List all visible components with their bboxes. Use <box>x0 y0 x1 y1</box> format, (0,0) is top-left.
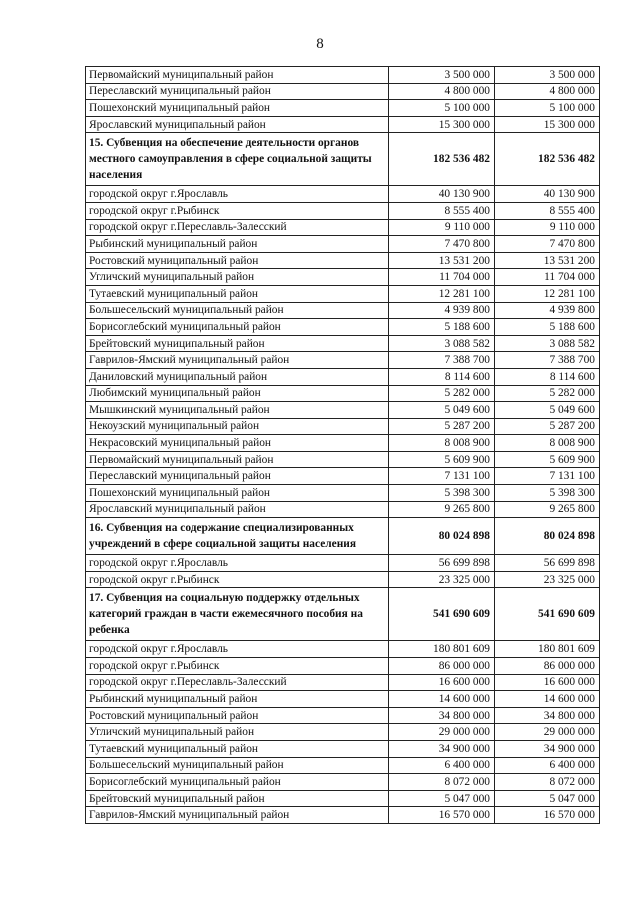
table-row <box>86 707 600 724</box>
row-name-cell: Гаврилов-Ямский муниципальный район <box>86 352 389 369</box>
row-name-cell: Переславский муниципальный район <box>86 468 389 485</box>
page-number: 8 <box>316 36 324 52</box>
table-row <box>86 807 600 824</box>
value-year2-cell: 86 000 000 <box>495 658 600 675</box>
table-row <box>86 67 600 84</box>
table-row <box>86 269 600 286</box>
row-name-cell: Гаврилов-Ямский муниципальный район <box>86 807 389 824</box>
table-row <box>86 368 600 385</box>
table-row <box>86 691 600 708</box>
row-name-cell: 16. Субвенция на содержание специализированных учреждений в сфере социальной защиты населения <box>86 518 389 555</box>
value-year1-cell: 15 300 000 <box>389 116 495 133</box>
value-year1-cell: 12 281 100 <box>389 285 495 302</box>
row-name-cell: городской округ г.Переславль-Залесский <box>86 219 389 236</box>
value-year2-cell: 6 400 000 <box>495 757 600 774</box>
value-year2-cell: 9 265 800 <box>495 501 600 518</box>
value-year1-cell: 3 500 000 <box>389 67 495 84</box>
value-year1-cell: 541 690 609 <box>389 588 495 641</box>
row-name-cell: Первомайский муниципальный район <box>86 451 389 468</box>
value-year1-cell: 5 282 000 <box>389 385 495 402</box>
value-year2-cell: 5 188 600 <box>495 319 600 336</box>
table-row <box>86 83 600 100</box>
value-year1-cell: 4 800 000 <box>389 83 495 100</box>
row-name-cell: Любимский муниципальный район <box>86 385 389 402</box>
table-row <box>86 319 600 336</box>
row-name-cell: Брейтовский муниципальный район <box>86 790 389 807</box>
value-year2-cell: 16 600 000 <box>495 674 600 691</box>
table-row <box>86 385 600 402</box>
value-year2-cell: 8 555 400 <box>495 202 600 219</box>
value-year1-cell: 56 699 898 <box>389 555 495 572</box>
value-year2-cell: 7 470 800 <box>495 236 600 253</box>
value-year1-cell: 11 704 000 <box>389 269 495 286</box>
value-year1-cell: 34 800 000 <box>389 707 495 724</box>
value-year2-cell: 15 300 000 <box>495 116 600 133</box>
row-name-cell: городской округ г.Ярославль <box>86 555 389 572</box>
table-row <box>86 236 600 253</box>
row-name-cell: городской округ г.Рыбинск <box>86 202 389 219</box>
value-year2-cell: 5 398 300 <box>495 485 600 502</box>
table-row <box>86 219 600 236</box>
value-year2-cell: 14 600 000 <box>495 691 600 708</box>
value-year1-cell: 5 609 900 <box>389 451 495 468</box>
table-row <box>86 100 600 117</box>
row-name-cell: Брейтовский муниципальный район <box>86 335 389 352</box>
table-row <box>86 741 600 758</box>
table-row <box>86 724 600 741</box>
value-year2-cell: 5 287 200 <box>495 418 600 435</box>
value-year2-cell: 12 281 100 <box>495 285 600 302</box>
row-name-cell: Некрасовский муниципальный район <box>86 435 389 452</box>
table-row <box>86 790 600 807</box>
value-year2-cell: 9 110 000 <box>495 219 600 236</box>
table-row <box>86 302 600 319</box>
row-name-cell: 17. Субвенция на социальную поддержку отдельных категорий граждан в части ежемесячного пособия на ребенка <box>86 588 389 641</box>
row-name-cell: Ростовский муниципальный район <box>86 707 389 724</box>
value-year2-cell: 11 704 000 <box>495 269 600 286</box>
table-row <box>86 774 600 791</box>
table-row <box>86 451 600 468</box>
row-name-cell: Тутаевский муниципальный район <box>86 741 389 758</box>
table-row <box>86 641 600 658</box>
value-year2-cell: 40 130 900 <box>495 186 600 203</box>
table-row <box>86 674 600 691</box>
value-year2-cell: 5 047 000 <box>495 790 600 807</box>
table-row <box>86 435 600 452</box>
value-year2-cell: 56 699 898 <box>495 555 600 572</box>
value-year1-cell: 4 939 800 <box>389 302 495 319</box>
row-name-cell: Ярославский муниципальный район <box>86 116 389 133</box>
value-year1-cell: 8 114 600 <box>389 368 495 385</box>
row-name-cell: Борисоглебский муниципальный район <box>86 319 389 336</box>
value-year2-cell: 4 939 800 <box>495 302 600 319</box>
row-name-cell: Ростовский муниципальный район <box>86 252 389 269</box>
table-row <box>86 555 600 572</box>
value-year2-cell: 5 282 000 <box>495 385 600 402</box>
row-name-cell: Пошехонский муниципальный район <box>86 100 389 117</box>
row-name-cell: Ярославский муниципальный район <box>86 501 389 518</box>
row-name-cell: Первомайский муниципальный район <box>86 67 389 84</box>
table-row <box>86 402 600 419</box>
value-year1-cell: 7 388 700 <box>389 352 495 369</box>
row-name-cell: городской округ г.Ярославль <box>86 641 389 658</box>
value-year2-cell: 180 801 609 <box>495 641 600 658</box>
table-row <box>86 418 600 435</box>
row-name-cell: городской округ г.Переславль-Залесский <box>86 674 389 691</box>
value-year1-cell: 16 600 000 <box>389 674 495 691</box>
value-year2-cell: 23 325 000 <box>495 571 600 588</box>
value-year1-cell: 5 049 600 <box>389 402 495 419</box>
value-year1-cell: 182 536 482 <box>389 133 495 186</box>
value-year2-cell: 29 000 000 <box>495 724 600 741</box>
table-row <box>86 658 600 675</box>
value-year1-cell: 3 088 582 <box>389 335 495 352</box>
value-year1-cell: 14 600 000 <box>389 691 495 708</box>
table-row <box>86 202 600 219</box>
value-year1-cell: 40 130 900 <box>389 186 495 203</box>
table-row <box>86 352 600 369</box>
value-year2-cell: 8 072 000 <box>495 774 600 791</box>
value-year1-cell: 5 047 000 <box>389 790 495 807</box>
value-year1-cell: 7 470 800 <box>389 236 495 253</box>
value-year1-cell: 5 287 200 <box>389 418 495 435</box>
value-year1-cell: 86 000 000 <box>389 658 495 675</box>
row-name-cell: городской округ г.Рыбинск <box>86 571 389 588</box>
row-name-cell: Мышкинский муниципальный район <box>86 402 389 419</box>
table-row <box>86 757 600 774</box>
value-year2-cell: 34 900 000 <box>495 741 600 758</box>
value-year2-cell: 5 049 600 <box>495 402 600 419</box>
row-name-cell: городской округ г.Рыбинск <box>86 658 389 675</box>
table-row <box>86 335 600 352</box>
value-year2-cell: 541 690 609 <box>495 588 600 641</box>
row-name-cell: Большесельский муниципальный район <box>86 757 389 774</box>
value-year1-cell: 6 400 000 <box>389 757 495 774</box>
value-year2-cell: 8 114 600 <box>495 368 600 385</box>
value-year1-cell: 9 110 000 <box>389 219 495 236</box>
row-name-cell: Рыбинский муниципальный район <box>86 236 389 253</box>
value-year1-cell: 5 100 000 <box>389 100 495 117</box>
row-name-cell: Переславский муниципальный район <box>86 83 389 100</box>
value-year2-cell: 182 536 482 <box>495 133 600 186</box>
value-year1-cell: 13 531 200 <box>389 252 495 269</box>
value-year2-cell: 13 531 200 <box>495 252 600 269</box>
value-year1-cell: 8 008 900 <box>389 435 495 452</box>
table-row <box>86 116 600 133</box>
value-year2-cell: 7 131 100 <box>495 468 600 485</box>
table-row <box>86 285 600 302</box>
row-name-cell: Рыбинский муниципальный район <box>86 691 389 708</box>
value-year1-cell: 5 188 600 <box>389 319 495 336</box>
value-year1-cell: 8 555 400 <box>389 202 495 219</box>
section-header-row <box>86 588 600 641</box>
section-header-row <box>86 133 600 186</box>
row-name-cell: городской округ г.Ярославль <box>86 186 389 203</box>
value-year1-cell: 180 801 609 <box>389 641 495 658</box>
value-year1-cell: 5 398 300 <box>389 485 495 502</box>
value-year1-cell: 34 900 000 <box>389 741 495 758</box>
table-row <box>86 468 600 485</box>
row-name-cell: Некоузский муниципальный район <box>86 418 389 435</box>
row-name-cell: 15. Субвенция на обеспечение деятельности органов местного самоуправления в сфере социальной защиты населения <box>86 133 389 186</box>
table-row <box>86 186 600 203</box>
table-row <box>86 501 600 518</box>
value-year2-cell: 5 609 900 <box>495 451 600 468</box>
value-year2-cell: 34 800 000 <box>495 707 600 724</box>
row-name-cell: Угличский муниципальный район <box>86 724 389 741</box>
value-year2-cell: 4 800 000 <box>495 83 600 100</box>
row-name-cell: Большесельский муниципальный район <box>86 302 389 319</box>
row-name-cell: Борисоглебский муниципальный район <box>86 774 389 791</box>
table-row <box>86 571 600 588</box>
value-year2-cell: 3 088 582 <box>495 335 600 352</box>
value-year2-cell: 80 024 898 <box>495 518 600 555</box>
value-year1-cell: 80 024 898 <box>389 518 495 555</box>
value-year2-cell: 5 100 000 <box>495 100 600 117</box>
value-year1-cell: 23 325 000 <box>389 571 495 588</box>
row-name-cell: Даниловский муниципальный район <box>86 368 389 385</box>
value-year2-cell: 3 500 000 <box>495 67 600 84</box>
value-year1-cell: 29 000 000 <box>389 724 495 741</box>
row-name-cell: Угличский муниципальный район <box>86 269 389 286</box>
table-row <box>86 252 600 269</box>
table-row <box>86 485 600 502</box>
section-header-row <box>86 518 600 555</box>
value-year2-cell: 16 570 000 <box>495 807 600 824</box>
value-year1-cell: 8 072 000 <box>389 774 495 791</box>
value-year1-cell: 9 265 800 <box>389 501 495 518</box>
table-body <box>86 67 600 824</box>
value-year2-cell: 8 008 900 <box>495 435 600 452</box>
row-name-cell: Тутаевский муниципальный район <box>86 285 389 302</box>
budget-table <box>85 66 600 824</box>
value-year1-cell: 16 570 000 <box>389 807 495 824</box>
value-year2-cell: 7 388 700 <box>495 352 600 369</box>
value-year1-cell: 7 131 100 <box>389 468 495 485</box>
row-name-cell: Пошехонский муниципальный район <box>86 485 389 502</box>
